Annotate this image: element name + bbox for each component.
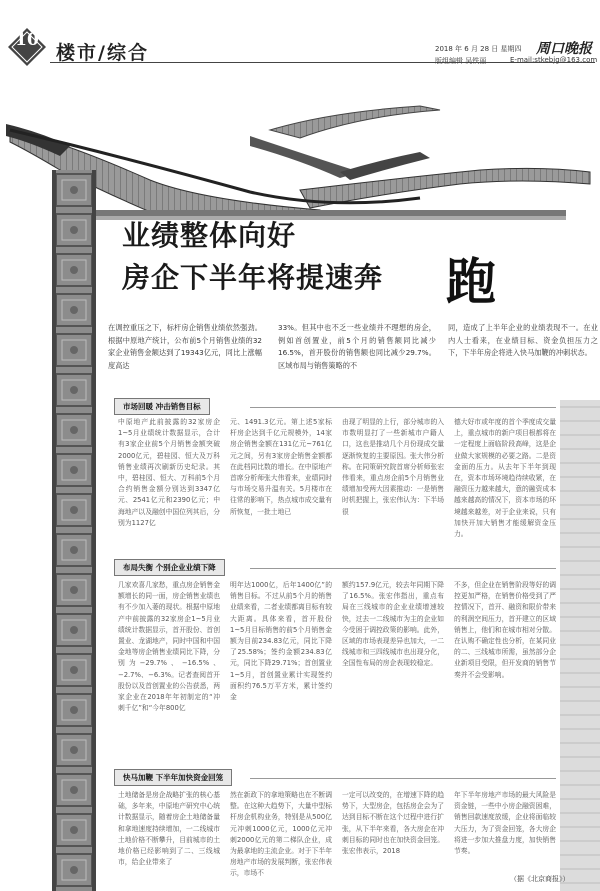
article-column: 额约157.9亿元，较去年同期下降了16.5%。张宏伟指出，重点布局在三线城市的企业业绩增速较快，过去一二线城市为主的企业如今受困于调控政策的影响。此外，区域的市场表现差异也加大，一二线城市和三四线城市也出现分化，全国性布局的房企表现较稳定。 (342, 581, 444, 668)
article-column: 由现了明显的上行，部分城市的入市数明显打了一些新城市户籍人口，这也是推动几个月份现成交量逐渐恢复的主要原因。张大伟分析称。在同策研究院首席分析师张宏伟看来，重点房企前5个月销售业绩增加受两大因素推动：一是销售时机把握上，张宏伟认为：下半场很 (342, 418, 444, 516)
lead-paragraph-2: 33%。但其中也不乏一些业绩并不理想的房企，例如首创置业，前5个月的销售额同比减少16.5%，首开股份的销售额也同比减少29.7%。区域布局与销售策略的不 (278, 323, 436, 370)
headline-line-2: 房企下半年将提速奔 (122, 261, 384, 294)
section-divider (250, 778, 556, 779)
article-column: 几家欢喜几家愁，重点房企销售金额增长的同一面，房企销售业绩也有不少加入萎的现状。根据中原地产中前披露的32家房企1~5月业绩统计数据显示，首开股份、首创置业、龙湖地产，同时中国和中国金地等房企销售业绩同比下降，分别为−29.7%、−16.5%、−2.7%、−6.3%。记者查阅首开股份以及首创置业的公告获悉，两家企业在2018年年初制定的“冲刺千亿”和“今年800亿 (118, 581, 220, 713)
article-column: 中原地产此前披露的32家房企1~5月业绩统计数据显示，合计有3家企业前5个月销售金额突破2000亿元，碧桂园、恒大及万科销售业绩再次刷新历史纪录。其中，碧桂园、恒大、万科前5个月合约销售金额分别达到3347亿元、2541亿元和2390亿元；中海地产以及融创中国位列其后，分别为1127亿 (118, 418, 220, 527)
section-heading-layout: 布局失衡 个别企业业绩下降 (114, 559, 225, 576)
section-title: 楼市/综合 (56, 42, 149, 64)
right-border-decoration (560, 400, 600, 891)
page-number: 10 (15, 30, 39, 50)
article-column: 然在新政下的拿地策略也在不断调整。在这种大趋势下，大量中型标杆房企机构业务，特别是从500亿元冲刺1000亿元，1000亿元冲刺2000亿元的第二梯队企业，成为最拿地的主流企业。对于下半年房地产市场的发展判断，张宏伟表示，市场不 (230, 791, 332, 878)
section-divider (250, 568, 556, 569)
contact-email: E-mail:stkebjg@163.com (510, 56, 598, 64)
masthead-logo: 周口晚报 (536, 41, 592, 57)
article-column: 年下半年房地产市场的最大风险是资金链，一些中小房企融资困难，销售回款速度放缓，企业将面临较大压力，为了资金回笼，各大房企将进一步加大推盘力度，加快销售节奏。 (454, 791, 556, 856)
headline-emphasis-char: 跑 (446, 252, 496, 311)
headline-line-1: 业绩整体向好 (122, 219, 297, 252)
article-column: 元、1491.3亿元。第上述5家标杆房企达到千亿元规模外，14家房企销售金额在131亿元~761亿元之间，另有3家房企销售金额都在此档同比数的增长。在中原地产首席分析师张大伟看来，业绩同时与市场交易升温有关。5月楼市在往常的影响下，热点城市成交量有所恢复，一批土地已 (230, 418, 332, 516)
article-column: 明年达1000亿，后年1400亿”的销售目标。不过从前5个月的销售业绩来看，二者业绩都离目标有较大距离。具体来看，首开股份1~5月目标销售的前5个月销售金额为目前234.83亿元，同比下降了25.58%；签约金额234.83亿元，同比下降29.71%；首创置业1~5月，首创置业累计实现签约面积约76.5万平方米，累计签约金 (230, 581, 332, 702)
editor-credit: 版组编辑 吴铁丽 (435, 57, 487, 65)
article-column: 一定可以改变的，在增速下降的趋势下，大型房企，包括房企会为了达到目标不断在这个过程中进行扩张，从下半年来看，各大房企在冲刺目标的同时也在加快资金回笼。张宏伟表示，2018 (342, 791, 444, 856)
section-heading-market: 市场回暖 冲击销售目标 (114, 398, 210, 415)
section-heading-funds: 快马加鞭 下半年加快资金回笼 (114, 769, 232, 786)
article-column: 德大好市或年度的首个季度成交量上，重点城市的新户项目根都将在一定程度上面临阶段高峰，这是企业做大家规模的必要之路。二是资金面的压力。从去年下半年到现在，资本市场环境趋待续收紧，在融资压力越来越大，意的融资成本越来越高的情况下，资本市场的环境越来越差，对于企业来说，只有加快开加大销售才能缓解资金压力。 (454, 418, 556, 539)
article-column: 不多，但企业在销售阶段等好的调控更加严格，在销售价格受到了严控情况下，首开、融资和限价带来的利润空间压力，首开建立的区域销售上，他们和在城市相对分散。在认购不确定性也分析，在某同业的二、三线城市所需，虽然部分企业新项目受限，但开发商的销售节奏并不会受影响。 (454, 581, 556, 679)
left-pillar-decoration (52, 170, 96, 891)
section-divider (250, 407, 556, 408)
publication-date: 2018 年 6 月 28 日 星期四 (435, 45, 522, 53)
lead-paragraph-1: 在调控重压之下，标杆房企销售业绩依然强劲。根据中原地产统计，公布前5个月销售业绩的32家企业销售金额达到了19343亿元，同比上涨幅度高达 (108, 323, 262, 370)
lead-paragraph-3: 同，造成了上半年企业的业绩表现不一。在业内人士看来，在业绩目标、资金负担压力之下，下半年房企将进入快马加鞭的冲刺状态。 (448, 323, 598, 357)
source-credit: （据《北京商报》） (510, 875, 570, 883)
article-column: 土地储备是房企战略扩张的核心基础，多年来，中原地产研究中心统计数据显示，随着房企土地储备量和拿地速度持续增加，一二线城市土地价格不断攀升，目前城市的土地价格已经影响到了二、三线城市，给企业带来了 (118, 791, 220, 867)
